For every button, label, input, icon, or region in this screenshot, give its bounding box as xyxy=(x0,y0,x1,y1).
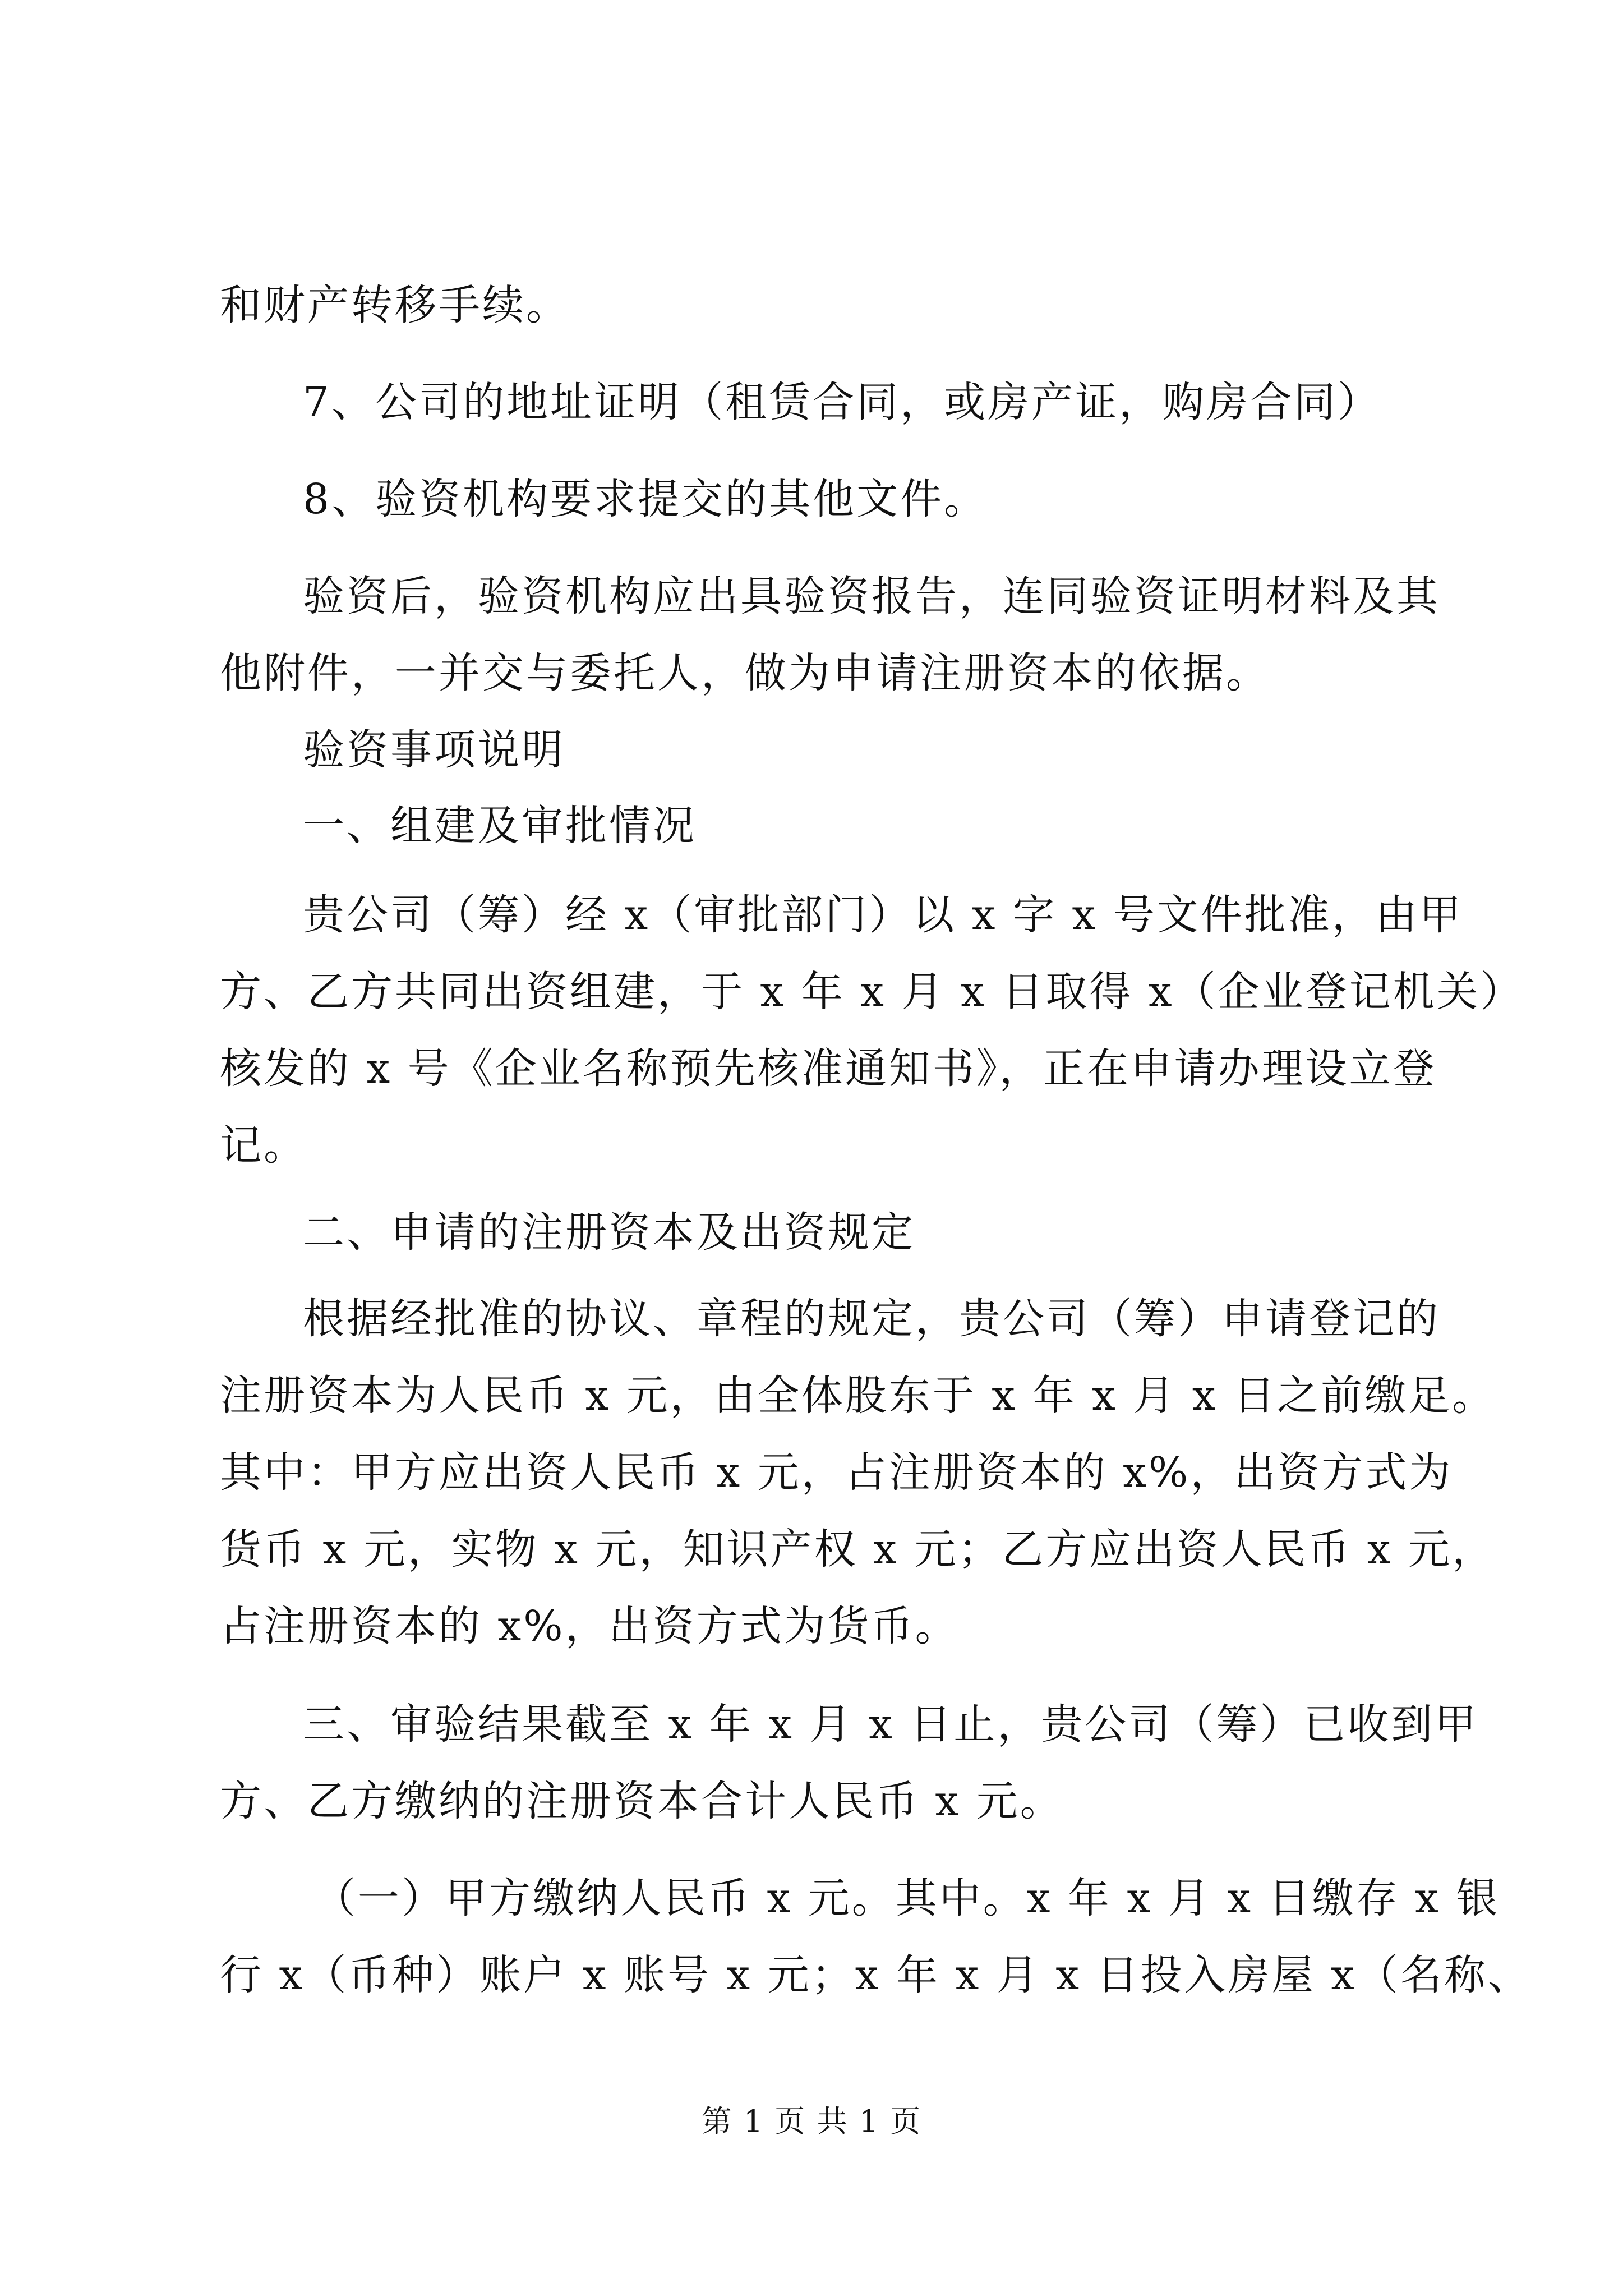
text-line: 三、审验结果截至 x 年 x 月 x 日止，贵公司（筹）已收到甲 xyxy=(303,1700,1479,1749)
text-line: 他附件，一并交与委托人，做为申请注册资本的依据。 xyxy=(220,649,1270,697)
text-line: 方、乙方缴纳的注册资本合计人民币 x 元。 xyxy=(220,1777,1064,1825)
text-line: 记。 xyxy=(220,1121,307,1170)
text-line: 根据经批准的协议、章程的规定，贵公司（筹）申请登记的 xyxy=(303,1295,1440,1343)
text-line: 注册资本为人民币 x 元，由全体股东于 x 年 x 月 x 日之前缴足。 xyxy=(220,1372,1496,1420)
page-footer: 第 1 页 共 1 页 xyxy=(701,2104,922,2139)
text-line: 行 x（币种）账户 x 账号 x 元；x 年 x 月 x 日投入房屋 x（名称、 xyxy=(220,1951,1532,1999)
text-line: 核发的 x 号《企业名称预先核准通知书》，正在申请办理设立登 xyxy=(220,1045,1437,1093)
text-line: 方、乙方共同出资组建，于 x 年 x 月 x 日取得 x（企业登记机关） xyxy=(220,968,1524,1016)
text-line: 其中：甲方应出资人民币 x 元，占注册资本的 x%，出资方式为 xyxy=(220,1448,1453,1497)
section-heading: 一、组建及审批情况 xyxy=(303,802,697,850)
text-line: 占注册资本的 x%，出资方式为货币。 xyxy=(220,1602,959,1650)
text-line: 8、验资机构要求提交的其他文件。 xyxy=(303,475,988,523)
section-heading: 二、申请的注册资本及出资规定 xyxy=(303,1208,915,1257)
text-line: 验资后，验资机构应出具验资报告，连同验资证明材料及其 xyxy=(303,572,1440,620)
text-line: 和财产转移手续。 xyxy=(220,281,570,329)
text-line: 贵公司（筹）经 x（审批部门）以 x 字 x 号文件批准，由甲 xyxy=(303,891,1463,939)
text-line: 7、公司的地址证明（租赁合同，或房产证，购房合同） xyxy=(303,378,1382,426)
section-heading: 验资事项说明 xyxy=(303,726,565,774)
text-line: 货币 x 元，实物 x 元，知识产权 x 元；乙方应出资人民币 x 元， xyxy=(220,1525,1496,1573)
text-line: （一）甲方缴纳人民币 x 元。其中。x 年 x 月 x 日缴存 x 银 xyxy=(314,1874,1500,1922)
